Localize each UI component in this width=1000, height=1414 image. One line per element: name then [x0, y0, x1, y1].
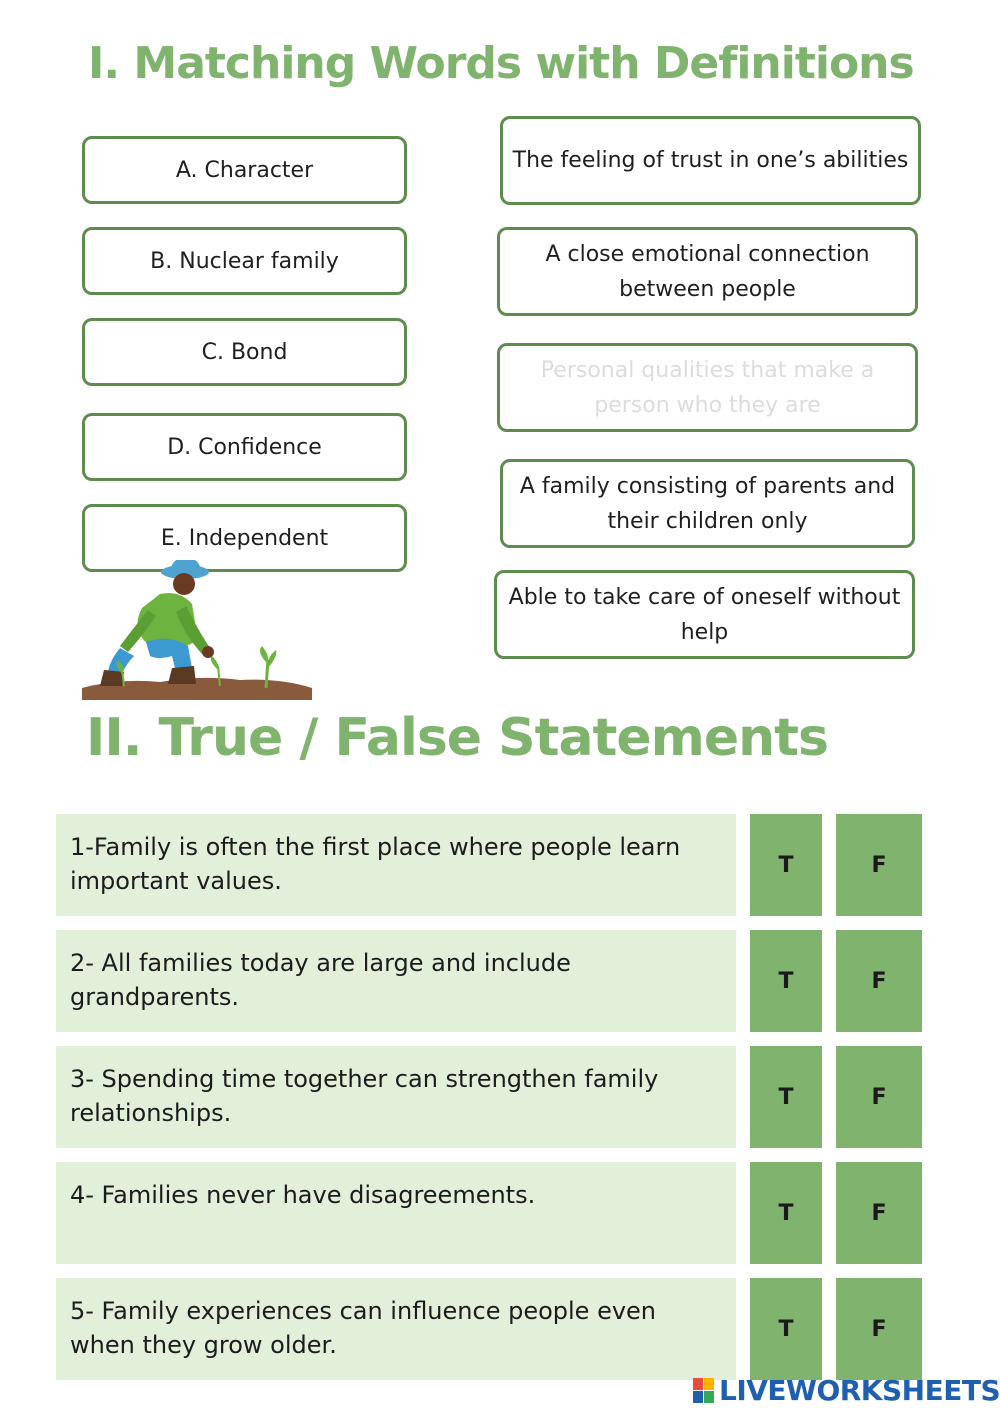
liveworksheets-logo: [693, 1374, 1000, 1407]
word-box-nuclear-family[interactable]: [82, 227, 407, 295]
definition-text: The feeling of trust in one’s abilities: [512, 148, 909, 173]
definition-text: Able to take care of oneself without help: [508, 584, 901, 645]
false-button-1[interactable]: F: [836, 814, 922, 916]
definition-text: Personal qualities that make a person who they are: [540, 357, 875, 418]
statement-row-2: [56, 930, 736, 1032]
statement-text: 2- All families today are large and include grandparents.: [70, 949, 571, 1011]
statement-text: 3- Spending time together can strengthen family relationships.: [70, 1065, 659, 1127]
word-box-character[interactable]: [82, 136, 407, 204]
true-button-4[interactable]: T: [750, 1162, 822, 1264]
farmer-planting-illustration: [80, 560, 315, 702]
false-button-4[interactable]: F: [836, 1162, 922, 1264]
section2-title: II. True / False Statements: [86, 708, 828, 768]
false-button-3[interactable]: F: [836, 1046, 922, 1148]
word-label: D. Confidence: [167, 434, 322, 460]
statement-row-1: [56, 814, 736, 916]
definition-box-3[interactable]: [497, 343, 918, 432]
section1-title: I. Matching Words with Definitions: [88, 38, 914, 89]
word-label: E. Independent: [160, 525, 329, 551]
statement-row-3: [56, 1046, 736, 1148]
word-box-bond[interactable]: [82, 318, 407, 386]
true-button-3[interactable]: T: [750, 1046, 822, 1148]
word-label: B. Nuclear family: [150, 248, 339, 274]
false-button-5[interactable]: F: [836, 1278, 922, 1380]
statement-text: 5- Family experiences can influence people even when they grow older.: [70, 1297, 657, 1359]
statement-text: 4- Families never have disagreements.: [70, 1181, 536, 1209]
definition-box-2[interactable]: [497, 227, 918, 316]
true-button-1[interactable]: T: [750, 814, 822, 916]
definition-text: A close emotional connection between people: [545, 241, 870, 302]
definition-box-4[interactable]: [500, 459, 915, 548]
true-button-5[interactable]: T: [750, 1278, 822, 1380]
true-button-2[interactable]: T: [750, 930, 822, 1032]
statement-text: 1-Family is often the first place where people learn important values.: [70, 833, 681, 895]
false-button-2[interactable]: F: [836, 930, 922, 1032]
definition-box-1[interactable]: [500, 116, 921, 205]
statement-row-4: [56, 1162, 736, 1264]
word-label: A. Character: [175, 157, 314, 183]
definition-text: A family consisting of parents and their children only: [519, 473, 896, 534]
definition-box-5[interactable]: [494, 570, 915, 659]
word-label: C. Bond: [201, 339, 288, 365]
liveworksheets-logo-icon: [693, 1378, 715, 1404]
word-box-confidence[interactable]: [82, 413, 407, 481]
statement-row-5: [56, 1278, 736, 1380]
logo-text: LIVEWORKSHEETS: [719, 1374, 1000, 1407]
